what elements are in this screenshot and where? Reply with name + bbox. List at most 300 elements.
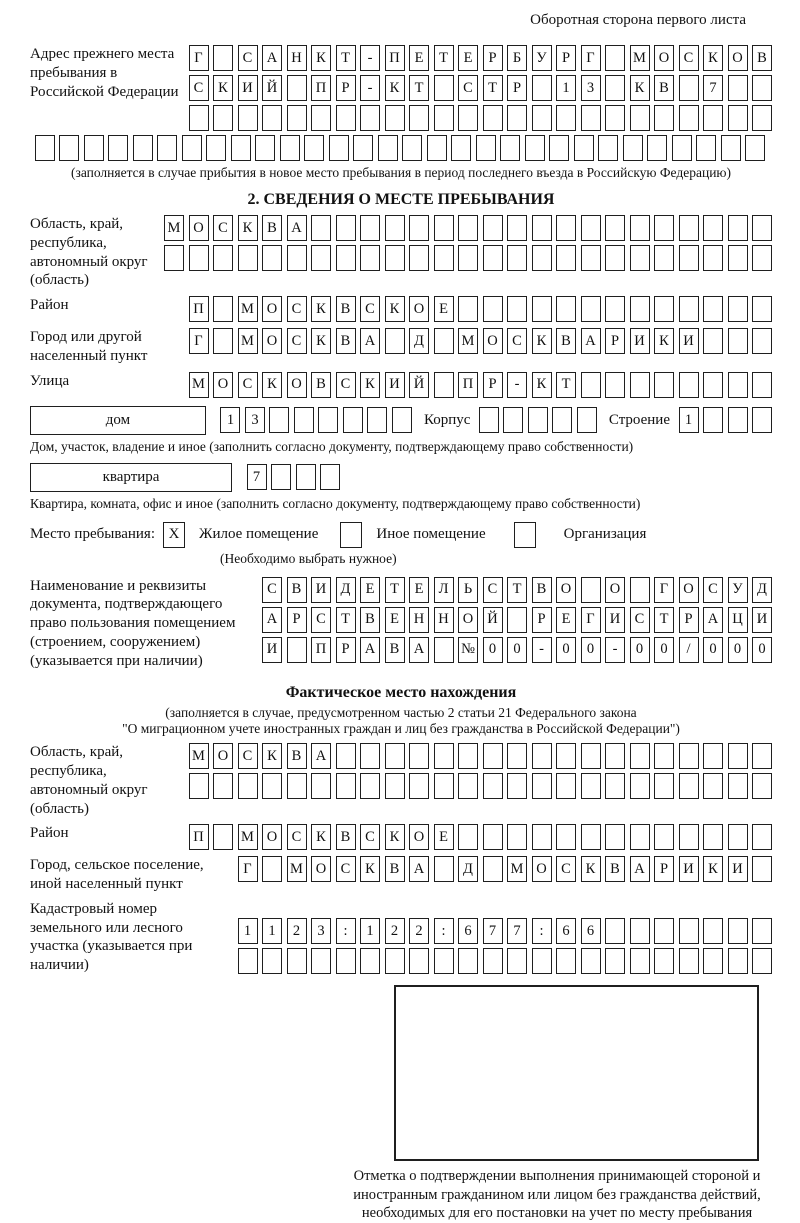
- form-cell[interactable]: [630, 948, 650, 974]
- form-cell[interactable]: В: [752, 45, 772, 71]
- form-cell[interactable]: [552, 407, 572, 433]
- form-cell[interactable]: И: [679, 328, 699, 354]
- form-cell[interactable]: В: [556, 328, 576, 354]
- form-cell[interactable]: Р: [556, 45, 576, 71]
- form-cell[interactable]: [427, 135, 447, 161]
- form-cell[interactable]: О: [679, 577, 699, 603]
- form-cell[interactable]: И: [238, 75, 258, 101]
- form-cell[interactable]: [238, 948, 258, 974]
- form-cell[interactable]: [479, 407, 499, 433]
- form-cell[interactable]: С: [556, 856, 576, 882]
- form-cell[interactable]: С: [630, 607, 650, 633]
- form-cell[interactable]: [329, 135, 349, 161]
- form-cell[interactable]: [654, 948, 674, 974]
- form-cell[interactable]: К: [532, 372, 552, 398]
- form-cell[interactable]: -: [360, 45, 380, 71]
- form-cell[interactable]: Р: [654, 856, 674, 882]
- form-cell[interactable]: [231, 135, 251, 161]
- form-cell[interactable]: [304, 135, 324, 161]
- form-cell[interactable]: 1: [679, 407, 699, 433]
- form-cell[interactable]: Р: [336, 637, 356, 663]
- form-cell[interactable]: О: [409, 296, 429, 322]
- form-cell[interactable]: [703, 372, 723, 398]
- form-cell[interactable]: [434, 215, 454, 241]
- form-cell[interactable]: [182, 135, 202, 161]
- checkbox-residential[interactable]: X: [163, 522, 185, 548]
- form-cell[interactable]: М: [189, 372, 209, 398]
- form-cell[interactable]: С: [287, 296, 307, 322]
- form-cell[interactable]: [483, 948, 503, 974]
- form-cell[interactable]: [311, 215, 331, 241]
- form-cell[interactable]: [728, 105, 748, 131]
- form-cell[interactable]: Р: [605, 328, 625, 354]
- form-cell[interactable]: О: [458, 607, 478, 633]
- form-cell[interactable]: С: [213, 215, 233, 241]
- form-cell[interactable]: М: [458, 328, 478, 354]
- form-cell[interactable]: [581, 296, 601, 322]
- form-cell[interactable]: К: [385, 296, 405, 322]
- form-cell[interactable]: О: [532, 856, 552, 882]
- form-cell[interactable]: К: [360, 856, 380, 882]
- form-cell[interactable]: [605, 918, 625, 944]
- form-cell[interactable]: К: [311, 296, 331, 322]
- form-cell[interactable]: [385, 245, 405, 271]
- form-cell[interactable]: [556, 215, 576, 241]
- form-cell[interactable]: П: [311, 637, 331, 663]
- form-cell[interactable]: [630, 773, 650, 799]
- form-cell[interactable]: К: [532, 328, 552, 354]
- form-cell[interactable]: С: [262, 577, 282, 603]
- form-cell[interactable]: [507, 743, 527, 769]
- form-cell[interactable]: :: [532, 918, 552, 944]
- apartment-box[interactable]: квартира: [30, 463, 232, 492]
- form-cell[interactable]: Е: [556, 607, 576, 633]
- form-cell[interactable]: И: [385, 372, 405, 398]
- form-cell[interactable]: [287, 948, 307, 974]
- form-cell[interactable]: О: [605, 577, 625, 603]
- form-cell[interactable]: [507, 773, 527, 799]
- form-cell[interactable]: -: [605, 637, 625, 663]
- form-cell[interactable]: С: [336, 372, 356, 398]
- form-cell[interactable]: М: [238, 824, 258, 850]
- form-cell[interactable]: [500, 135, 520, 161]
- form-cell[interactable]: В: [262, 215, 282, 241]
- form-cell[interactable]: Г: [189, 45, 209, 71]
- form-cell[interactable]: [728, 407, 748, 433]
- form-cell[interactable]: [213, 245, 233, 271]
- form-cell[interactable]: [269, 407, 289, 433]
- form-cell[interactable]: -: [507, 372, 527, 398]
- form-cell[interactable]: [507, 296, 527, 322]
- form-cell[interactable]: О: [189, 215, 209, 241]
- form-cell[interactable]: [630, 743, 650, 769]
- form-cell[interactable]: [507, 607, 527, 633]
- form-cell[interactable]: А: [409, 637, 429, 663]
- form-cell[interactable]: [507, 948, 527, 974]
- form-cell[interactable]: Т: [483, 75, 503, 101]
- form-cell[interactable]: [654, 245, 674, 271]
- form-cell[interactable]: [556, 948, 576, 974]
- form-cell[interactable]: [213, 296, 233, 322]
- form-cell[interactable]: Е: [458, 45, 478, 71]
- form-cell[interactable]: [752, 372, 772, 398]
- form-cell[interactable]: О: [728, 45, 748, 71]
- form-cell[interactable]: Р: [507, 75, 527, 101]
- form-cell[interactable]: [189, 773, 209, 799]
- form-cell[interactable]: С: [336, 856, 356, 882]
- form-cell[interactable]: [752, 856, 772, 882]
- form-cell[interactable]: [605, 245, 625, 271]
- form-cell[interactable]: В: [336, 296, 356, 322]
- form-cell[interactable]: И: [605, 607, 625, 633]
- form-cell[interactable]: Н: [409, 607, 429, 633]
- form-cell[interactable]: Т: [336, 45, 356, 71]
- form-cell[interactable]: [703, 824, 723, 850]
- form-cell[interactable]: [556, 824, 576, 850]
- form-cell[interactable]: №: [458, 637, 478, 663]
- form-cell[interactable]: [728, 296, 748, 322]
- form-cell[interactable]: [108, 135, 128, 161]
- form-cell[interactable]: Е: [434, 824, 454, 850]
- form-cell[interactable]: О: [287, 372, 307, 398]
- form-cell[interactable]: К: [262, 743, 282, 769]
- form-cell[interactable]: [630, 245, 650, 271]
- form-cell[interactable]: Е: [360, 577, 380, 603]
- form-cell[interactable]: [458, 215, 478, 241]
- form-cell[interactable]: [581, 577, 601, 603]
- form-cell[interactable]: Д: [752, 577, 772, 603]
- form-cell[interactable]: С: [360, 296, 380, 322]
- form-cell[interactable]: М: [164, 215, 184, 241]
- form-cell[interactable]: [728, 918, 748, 944]
- form-cell[interactable]: В: [311, 372, 331, 398]
- form-cell[interactable]: Р: [532, 607, 552, 633]
- form-cell[interactable]: [581, 743, 601, 769]
- form-cell[interactable]: О: [556, 577, 576, 603]
- form-cell[interactable]: [458, 245, 478, 271]
- form-cell[interactable]: [630, 577, 650, 603]
- form-cell[interactable]: [703, 215, 723, 241]
- form-cell[interactable]: Т: [434, 45, 454, 71]
- form-cell[interactable]: [605, 773, 625, 799]
- form-cell[interactable]: В: [532, 577, 552, 603]
- form-cell[interactable]: [483, 245, 503, 271]
- form-cell[interactable]: [605, 45, 625, 71]
- form-cell[interactable]: -: [532, 637, 552, 663]
- form-cell[interactable]: [752, 328, 772, 354]
- form-cell[interactable]: [679, 296, 699, 322]
- form-cell[interactable]: [752, 215, 772, 241]
- form-cell[interactable]: [532, 773, 552, 799]
- form-cell[interactable]: [409, 948, 429, 974]
- form-cell[interactable]: Й: [409, 372, 429, 398]
- form-cell[interactable]: [35, 135, 55, 161]
- form-cell[interactable]: [728, 773, 748, 799]
- form-cell[interactable]: 7: [703, 75, 723, 101]
- form-cell[interactable]: [262, 948, 282, 974]
- form-cell[interactable]: [556, 773, 576, 799]
- form-cell[interactable]: [752, 773, 772, 799]
- form-cell[interactable]: 0: [728, 637, 748, 663]
- form-cell[interactable]: 6: [556, 918, 576, 944]
- form-cell[interactable]: [752, 245, 772, 271]
- form-cell[interactable]: Е: [385, 607, 405, 633]
- form-cell[interactable]: Л: [434, 577, 454, 603]
- form-cell[interactable]: [238, 105, 258, 131]
- form-cell[interactable]: [581, 245, 601, 271]
- form-cell[interactable]: [164, 245, 184, 271]
- form-cell[interactable]: И: [630, 328, 650, 354]
- form-cell[interactable]: [409, 215, 429, 241]
- form-cell[interactable]: С: [311, 607, 331, 633]
- form-cell[interactable]: А: [311, 743, 331, 769]
- form-cell[interactable]: А: [262, 45, 282, 71]
- form-cell[interactable]: В: [385, 637, 405, 663]
- form-cell[interactable]: [280, 135, 300, 161]
- form-cell[interactable]: 1: [238, 918, 258, 944]
- form-cell[interactable]: 0: [483, 637, 503, 663]
- form-cell[interactable]: К: [262, 372, 282, 398]
- form-cell[interactable]: 6: [458, 918, 478, 944]
- form-cell[interactable]: [752, 743, 772, 769]
- form-cell[interactable]: 2: [409, 918, 429, 944]
- form-cell[interactable]: /: [679, 637, 699, 663]
- form-cell[interactable]: К: [630, 75, 650, 101]
- form-cell[interactable]: [728, 372, 748, 398]
- form-cell[interactable]: [556, 743, 576, 769]
- form-cell[interactable]: 7: [507, 918, 527, 944]
- form-cell[interactable]: 2: [385, 918, 405, 944]
- form-cell[interactable]: [703, 948, 723, 974]
- form-cell[interactable]: [271, 464, 291, 490]
- form-cell[interactable]: [262, 245, 282, 271]
- form-cell[interactable]: К: [213, 75, 233, 101]
- form-cell[interactable]: [630, 918, 650, 944]
- form-cell[interactable]: С: [360, 824, 380, 850]
- form-cell[interactable]: [434, 856, 454, 882]
- form-cell[interactable]: [752, 918, 772, 944]
- checkbox-other-premises[interactable]: [340, 522, 362, 548]
- form-cell[interactable]: [752, 296, 772, 322]
- form-cell[interactable]: П: [458, 372, 478, 398]
- form-cell[interactable]: А: [409, 856, 429, 882]
- form-cell[interactable]: [507, 105, 527, 131]
- form-cell[interactable]: [402, 135, 422, 161]
- form-cell[interactable]: [654, 296, 674, 322]
- form-cell[interactable]: [581, 773, 601, 799]
- form-cell[interactable]: [287, 773, 307, 799]
- form-cell[interactable]: Й: [483, 607, 503, 633]
- form-cell[interactable]: [458, 743, 478, 769]
- form-cell[interactable]: М: [630, 45, 650, 71]
- form-cell[interactable]: Р: [287, 607, 307, 633]
- form-cell[interactable]: [296, 464, 316, 490]
- form-cell[interactable]: 7: [247, 464, 267, 490]
- form-cell[interactable]: [654, 773, 674, 799]
- form-cell[interactable]: О: [409, 824, 429, 850]
- form-cell[interactable]: [503, 407, 523, 433]
- form-cell[interactable]: [605, 372, 625, 398]
- form-cell[interactable]: [507, 245, 527, 271]
- form-cell[interactable]: [581, 372, 601, 398]
- form-cell[interactable]: Е: [409, 45, 429, 71]
- form-cell[interactable]: [605, 105, 625, 131]
- form-cell[interactable]: [630, 215, 650, 241]
- form-cell[interactable]: [287, 637, 307, 663]
- form-cell[interactable]: [532, 296, 552, 322]
- form-cell[interactable]: [581, 215, 601, 241]
- form-cell[interactable]: О: [262, 824, 282, 850]
- form-cell[interactable]: К: [385, 824, 405, 850]
- form-cell[interactable]: С: [507, 328, 527, 354]
- form-cell[interactable]: [360, 105, 380, 131]
- form-cell[interactable]: [507, 824, 527, 850]
- checkbox-organization[interactable]: [514, 522, 536, 548]
- form-cell[interactable]: [483, 215, 503, 241]
- form-cell[interactable]: К: [311, 328, 331, 354]
- form-cell[interactable]: К: [703, 856, 723, 882]
- form-cell[interactable]: [385, 948, 405, 974]
- form-cell[interactable]: [360, 948, 380, 974]
- form-cell[interactable]: [679, 918, 699, 944]
- form-cell[interactable]: [623, 135, 643, 161]
- form-cell[interactable]: [703, 245, 723, 271]
- form-cell[interactable]: [728, 75, 748, 101]
- form-cell[interactable]: [752, 948, 772, 974]
- form-cell[interactable]: В: [360, 607, 380, 633]
- form-cell[interactable]: Г: [238, 856, 258, 882]
- form-cell[interactable]: [728, 743, 748, 769]
- form-cell[interactable]: С: [189, 75, 209, 101]
- form-cell[interactable]: У: [532, 45, 552, 71]
- form-cell[interactable]: :: [434, 918, 454, 944]
- form-cell[interactable]: С: [679, 45, 699, 71]
- form-cell[interactable]: [532, 948, 552, 974]
- form-cell[interactable]: 2: [287, 918, 307, 944]
- form-cell[interactable]: 3: [581, 75, 601, 101]
- form-cell[interactable]: [654, 105, 674, 131]
- form-cell[interactable]: А: [360, 637, 380, 663]
- form-cell[interactable]: 1: [220, 407, 240, 433]
- form-cell[interactable]: [434, 637, 454, 663]
- form-cell[interactable]: [311, 245, 331, 271]
- form-cell[interactable]: [703, 407, 723, 433]
- form-cell[interactable]: В: [287, 743, 307, 769]
- form-cell[interactable]: У: [728, 577, 748, 603]
- form-cell[interactable]: [458, 296, 478, 322]
- form-cell[interactable]: И: [311, 577, 331, 603]
- form-cell[interactable]: [262, 856, 282, 882]
- form-cell[interactable]: [654, 918, 674, 944]
- form-cell[interactable]: [311, 105, 331, 131]
- form-cell[interactable]: [630, 296, 650, 322]
- form-cell[interactable]: [385, 328, 405, 354]
- form-cell[interactable]: В: [654, 75, 674, 101]
- form-cell[interactable]: [476, 135, 496, 161]
- form-cell[interactable]: 0: [630, 637, 650, 663]
- form-cell[interactable]: [409, 105, 429, 131]
- form-cell[interactable]: Д: [409, 328, 429, 354]
- form-cell[interactable]: [703, 296, 723, 322]
- form-cell[interactable]: [581, 105, 601, 131]
- form-cell[interactable]: Р: [483, 45, 503, 71]
- form-cell[interactable]: [213, 328, 233, 354]
- form-cell[interactable]: И: [679, 856, 699, 882]
- form-cell[interactable]: [189, 245, 209, 271]
- form-cell[interactable]: О: [262, 328, 282, 354]
- form-cell[interactable]: [378, 135, 398, 161]
- form-cell[interactable]: [213, 105, 233, 131]
- form-cell[interactable]: [262, 105, 282, 131]
- form-cell[interactable]: [556, 296, 576, 322]
- form-cell[interactable]: М: [238, 328, 258, 354]
- house-box[interactable]: дом: [30, 406, 206, 435]
- form-cell[interactable]: Р: [679, 607, 699, 633]
- form-cell[interactable]: [679, 824, 699, 850]
- form-cell[interactable]: [654, 743, 674, 769]
- form-cell[interactable]: [336, 105, 356, 131]
- form-cell[interactable]: [654, 215, 674, 241]
- form-cell[interactable]: Ц: [728, 607, 748, 633]
- form-cell[interactable]: [532, 75, 552, 101]
- form-cell[interactable]: [409, 743, 429, 769]
- form-cell[interactable]: [213, 824, 233, 850]
- form-cell[interactable]: [458, 105, 478, 131]
- form-cell[interactable]: 0: [703, 637, 723, 663]
- form-cell[interactable]: О: [213, 372, 233, 398]
- form-cell[interactable]: [581, 948, 601, 974]
- form-cell[interactable]: К: [581, 856, 601, 882]
- form-cell[interactable]: Н: [287, 45, 307, 71]
- form-cell[interactable]: 0: [752, 637, 772, 663]
- form-cell[interactable]: [409, 245, 429, 271]
- form-cell[interactable]: [483, 824, 503, 850]
- form-cell[interactable]: Е: [409, 577, 429, 603]
- form-cell[interactable]: [483, 856, 503, 882]
- form-cell[interactable]: [385, 773, 405, 799]
- form-cell[interactable]: [213, 45, 233, 71]
- form-cell[interactable]: М: [189, 743, 209, 769]
- form-cell[interactable]: В: [336, 328, 356, 354]
- form-cell[interactable]: [703, 918, 723, 944]
- form-cell[interactable]: 0: [654, 637, 674, 663]
- form-cell[interactable]: О: [262, 296, 282, 322]
- form-cell[interactable]: С: [238, 372, 258, 398]
- form-cell[interactable]: [311, 773, 331, 799]
- form-cell[interactable]: П: [189, 824, 209, 850]
- form-cell[interactable]: Т: [556, 372, 576, 398]
- form-cell[interactable]: В: [336, 824, 356, 850]
- form-cell[interactable]: [287, 245, 307, 271]
- form-cell[interactable]: [581, 824, 601, 850]
- form-cell[interactable]: [360, 743, 380, 769]
- form-cell[interactable]: [385, 215, 405, 241]
- form-cell[interactable]: 7: [483, 918, 503, 944]
- form-cell[interactable]: Т: [336, 607, 356, 633]
- form-cell[interactable]: Р: [483, 372, 503, 398]
- form-cell[interactable]: [434, 948, 454, 974]
- form-cell[interactable]: [434, 105, 454, 131]
- form-cell[interactable]: [532, 105, 552, 131]
- form-cell[interactable]: О: [213, 743, 233, 769]
- form-cell[interactable]: [574, 135, 594, 161]
- form-cell[interactable]: [458, 773, 478, 799]
- form-cell[interactable]: [59, 135, 79, 161]
- form-cell[interactable]: [360, 245, 380, 271]
- form-cell[interactable]: [703, 743, 723, 769]
- form-cell[interactable]: :: [336, 918, 356, 944]
- form-cell[interactable]: Д: [458, 856, 478, 882]
